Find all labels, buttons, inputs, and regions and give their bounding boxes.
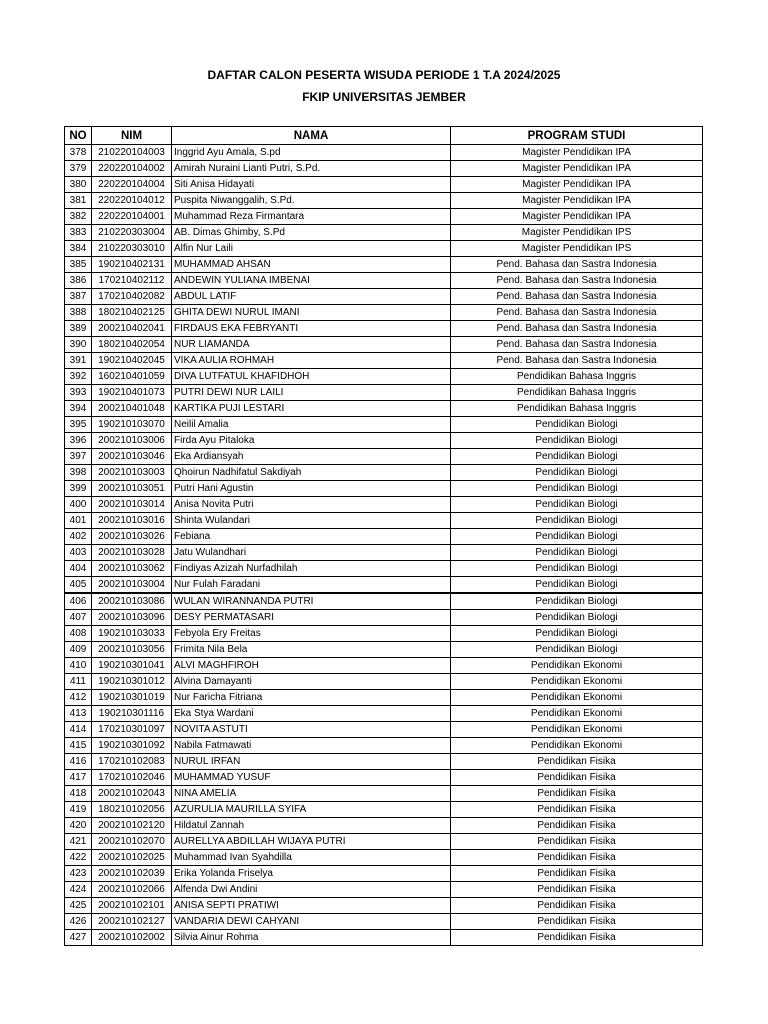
- table-row: [65, 882, 703, 898]
- cell-nim: 210220303004: [92, 225, 172, 241]
- cell-program-studi: Pendidikan Biologi: [451, 545, 703, 561]
- cell-program-studi: Pendidikan Biologi: [451, 577, 703, 594]
- cell-no: 395: [65, 417, 92, 433]
- cell-no: 392: [65, 369, 92, 385]
- cell-no: 422: [65, 850, 92, 866]
- table-row: [65, 577, 703, 594]
- cell-program-studi: Magister Pendidikan IPA: [451, 209, 703, 225]
- cell-nim: 220220104002: [92, 161, 172, 177]
- cell-no: 427: [65, 930, 92, 946]
- table-row: [65, 834, 703, 850]
- cell-no: 398: [65, 465, 92, 481]
- cell-nama: Siti Anisa Hidayati: [172, 177, 451, 193]
- cell-no: 397: [65, 449, 92, 465]
- cell-nim: 180210402125: [92, 305, 172, 321]
- cell-program-studi: Magister Pendidikan IPS: [451, 241, 703, 257]
- cell-nim: 200210103004: [92, 577, 172, 594]
- cell-no: 426: [65, 914, 92, 930]
- cell-nim: 200210103026: [92, 529, 172, 545]
- cell-no: 390: [65, 337, 92, 353]
- cell-nim: 190210301092: [92, 738, 172, 754]
- cell-nim: 170210301097: [92, 722, 172, 738]
- cell-nama: ANDEWIN YULIANA IMBENAI: [172, 273, 451, 289]
- table-row: [65, 465, 703, 481]
- cell-nama: PUTRI DEWI NUR LAILI: [172, 385, 451, 401]
- table-header-row: [65, 127, 703, 145]
- cell-nama: Amirah Nuraini Lianti Putri, S.Pd.: [172, 161, 451, 177]
- cell-nama: Anisa Novita Putri: [172, 497, 451, 513]
- table-row: [65, 786, 703, 802]
- cell-nim: 200210103096: [92, 610, 172, 626]
- cell-nim: 200210103062: [92, 561, 172, 577]
- table-row: [65, 674, 703, 690]
- cell-program-studi: Pend. Bahasa dan Sastra Indonesia: [451, 321, 703, 337]
- table-row: [65, 690, 703, 706]
- cell-no: 418: [65, 786, 92, 802]
- cell-nim: 190210301012: [92, 674, 172, 690]
- cell-nama: AB. Dimas Ghimby, S.Pd: [172, 225, 451, 241]
- cell-program-studi: Magister Pendidikan IPS: [451, 225, 703, 241]
- cell-no: 409: [65, 642, 92, 658]
- cell-no: 417: [65, 770, 92, 786]
- table-row: [65, 385, 703, 401]
- cell-no: 423: [65, 866, 92, 882]
- cell-program-studi: Pendidikan Bahasa Inggris: [451, 369, 703, 385]
- cell-no: 389: [65, 321, 92, 337]
- cell-nama: Jatu Wulandhari: [172, 545, 451, 561]
- cell-nama: MUHAMMAD AHSAN: [172, 257, 451, 273]
- cell-nim: 170210402082: [92, 289, 172, 305]
- cell-nama: Alfin Nur Laili: [172, 241, 451, 257]
- cell-program-studi: Pendidikan Fisika: [451, 770, 703, 786]
- cell-nama: Neilil Amalia: [172, 417, 451, 433]
- cell-program-studi: Pendidikan Ekonomi: [451, 738, 703, 754]
- table-row: [65, 209, 703, 225]
- cell-no: 396: [65, 433, 92, 449]
- table-row: [65, 401, 703, 417]
- cell-nim: 200210102127: [92, 914, 172, 930]
- cell-no: 393: [65, 385, 92, 401]
- cell-nama: VIKA AULIA ROHMAH: [172, 353, 451, 369]
- cell-nama: Silvia Ainur Rohma: [172, 930, 451, 946]
- cell-no: 383: [65, 225, 92, 241]
- cell-no: 382: [65, 209, 92, 225]
- cell-program-studi: Pendidikan Ekonomi: [451, 722, 703, 738]
- cell-nim: 200210103028: [92, 545, 172, 561]
- cell-program-studi: Pendidikan Biologi: [451, 561, 703, 577]
- table-row: [65, 770, 703, 786]
- cell-nim: 220220104004: [92, 177, 172, 193]
- cell-program-studi: Pendidikan Fisika: [451, 818, 703, 834]
- cell-nama: Muhammad Ivan Syahdilla: [172, 850, 451, 866]
- document-subtitle: FKIP UNIVERSITAS JEMBER: [302, 90, 466, 104]
- header-nim: NIM: [92, 127, 172, 145]
- cell-no: 424: [65, 882, 92, 898]
- cell-program-studi: Pend. Bahasa dan Sastra Indonesia: [451, 305, 703, 321]
- cell-program-studi: Magister Pendidikan IPA: [451, 177, 703, 193]
- cell-nama: Nur Faricha Fitriana: [172, 690, 451, 706]
- table-row: [65, 273, 703, 289]
- cell-program-studi: Pendidikan Fisika: [451, 754, 703, 770]
- table-row: [65, 706, 703, 722]
- table-row: [65, 545, 703, 561]
- table-row: [65, 738, 703, 754]
- table-row: [65, 866, 703, 882]
- cell-program-studi: Magister Pendidikan IPA: [451, 145, 703, 161]
- cell-program-studi: Pendidikan Biologi: [451, 626, 703, 642]
- table-row: [65, 225, 703, 241]
- cell-nama: NINA AMELIA: [172, 786, 451, 802]
- table-row: [65, 593, 703, 610]
- table-row: [65, 161, 703, 177]
- cell-nim: 160210401059: [92, 369, 172, 385]
- cell-no: 413: [65, 706, 92, 722]
- table-row: [65, 145, 703, 161]
- cell-nama: ABDUL LATIF: [172, 289, 451, 305]
- table-row: [65, 305, 703, 321]
- cell-nim: 200210102101: [92, 898, 172, 914]
- cell-nim: 190210402045: [92, 353, 172, 369]
- cell-no: 402: [65, 529, 92, 545]
- cell-nama: NURUL IRFAN: [172, 754, 451, 770]
- cell-nim: 200210102070: [92, 834, 172, 850]
- cell-nama: Erika Yolanda Friselya: [172, 866, 451, 882]
- table-row: [65, 914, 703, 930]
- cell-program-studi: Pendidikan Biologi: [451, 497, 703, 513]
- cell-nama: ANISA SEPTI PRATIWI: [172, 898, 451, 914]
- cell-nama: Qhoirun Nadhifatul Sakdiyah: [172, 465, 451, 481]
- table-row: [65, 193, 703, 209]
- table-row: [65, 449, 703, 465]
- cell-no: 385: [65, 257, 92, 273]
- cell-program-studi: Pendidikan Biologi: [451, 593, 703, 610]
- cell-program-studi: Pendidikan Biologi: [451, 433, 703, 449]
- cell-no: 425: [65, 898, 92, 914]
- cell-program-studi: Pendidikan Ekonomi: [451, 674, 703, 690]
- header-nama: NAMA: [172, 127, 451, 145]
- cell-nama: NOVITA ASTUTI: [172, 722, 451, 738]
- document-title: DAFTAR CALON PESERTA WISUDA PERIODE 1 T.A 2024/2025: [207, 68, 561, 82]
- cell-no: 421: [65, 834, 92, 850]
- table-row: [65, 930, 703, 946]
- table-row: [65, 642, 703, 658]
- cell-program-studi: Pendidikan Fisika: [451, 834, 703, 850]
- cell-program-studi: Pend. Bahasa dan Sastra Indonesia: [451, 353, 703, 369]
- cell-no: 412: [65, 690, 92, 706]
- table-row: [65, 818, 703, 834]
- cell-nama: KARTIKA PUJI LESTARI: [172, 401, 451, 417]
- cell-nim: 200210102066: [92, 882, 172, 898]
- cell-program-studi: Pendidikan Biologi: [451, 417, 703, 433]
- cell-nim: 180210402054: [92, 337, 172, 353]
- cell-nim: 180210102056: [92, 802, 172, 818]
- cell-nama: Alfenda Dwi Andini: [172, 882, 451, 898]
- cell-no: 400: [65, 497, 92, 513]
- cell-nim: 170210102083: [92, 754, 172, 770]
- cell-program-studi: Pendidikan Fisika: [451, 866, 703, 882]
- cell-nim: 210220104003: [92, 145, 172, 161]
- cell-nama: AZURULIA MAURILLA SYIFA: [172, 802, 451, 818]
- table-row: [65, 369, 703, 385]
- cell-nama: Febyola Ery Freitas: [172, 626, 451, 642]
- cell-no: 399: [65, 481, 92, 497]
- cell-nama: Frimita Nila Bela: [172, 642, 451, 658]
- cell-nama: DIVA LUTFATUL KHAFIDHOH: [172, 369, 451, 385]
- cell-nim: 190210301019: [92, 690, 172, 706]
- cell-nama: Shinta Wulandari: [172, 513, 451, 529]
- cell-nim: 170210402112: [92, 273, 172, 289]
- cell-program-studi: Pendidikan Ekonomi: [451, 658, 703, 674]
- table-row: [65, 177, 703, 193]
- cell-nama: Alvina Damayanti: [172, 674, 451, 690]
- cell-nama: Febiana: [172, 529, 451, 545]
- cell-nama: Nabila Fatmawati: [172, 738, 451, 754]
- cell-program-studi: Magister Pendidikan IPA: [451, 193, 703, 209]
- cell-program-studi: Pendidikan Fisika: [451, 930, 703, 946]
- table-row: [65, 802, 703, 818]
- cell-nim: 190210301041: [92, 658, 172, 674]
- cell-program-studi: Pend. Bahasa dan Sastra Indonesia: [451, 257, 703, 273]
- cell-nim: 200210102043: [92, 786, 172, 802]
- cell-no: 378: [65, 145, 92, 161]
- cell-nama: VANDARIA DEWI CAHYANI: [172, 914, 451, 930]
- cell-program-studi: Pendidikan Biologi: [451, 481, 703, 497]
- cell-program-studi: Pendidikan Ekonomi: [451, 706, 703, 722]
- cell-no: 403: [65, 545, 92, 561]
- cell-no: 419: [65, 802, 92, 818]
- cell-nim: 200210103086: [92, 593, 172, 610]
- cell-nama: GHITA DEWI NURUL IMANI: [172, 305, 451, 321]
- cell-no: 387: [65, 289, 92, 305]
- cell-no: 381: [65, 193, 92, 209]
- cell-no: 394: [65, 401, 92, 417]
- cell-no: 420: [65, 818, 92, 834]
- cell-nama: Muhammad Reza Firmantara: [172, 209, 451, 225]
- cell-nama: NUR LIAMANDA: [172, 337, 451, 353]
- cell-nim: 200210102039: [92, 866, 172, 882]
- cell-nim: 190210103070: [92, 417, 172, 433]
- table-row: [65, 497, 703, 513]
- cell-nama: ALVI MAGHFIROH: [172, 658, 451, 674]
- cell-nama: Eka Stya Wardani: [172, 706, 451, 722]
- cell-program-studi: Pendidikan Biologi: [451, 465, 703, 481]
- graduation-candidate-table: [64, 126, 703, 946]
- cell-nama: Inggrid Ayu Amala, S.pd: [172, 145, 451, 161]
- cell-nim: 200210401048: [92, 401, 172, 417]
- cell-program-studi: Pendidikan Fisika: [451, 882, 703, 898]
- cell-nama: Nur Fulah Faradani: [172, 577, 451, 594]
- table-row: [65, 754, 703, 770]
- cell-nama: Puspita Niwanggalih, S.Pd.: [172, 193, 451, 209]
- cell-nim: 220220104001: [92, 209, 172, 225]
- table-row: [65, 241, 703, 257]
- cell-no: 407: [65, 610, 92, 626]
- cell-nim: 200210103056: [92, 642, 172, 658]
- cell-no: 388: [65, 305, 92, 321]
- cell-program-studi: Pendidikan Fisika: [451, 898, 703, 914]
- cell-program-studi: Pend. Bahasa dan Sastra Indonesia: [451, 337, 703, 353]
- table-row: [65, 289, 703, 305]
- cell-nim: 200210103003: [92, 465, 172, 481]
- cell-no: 410: [65, 658, 92, 674]
- table-row: [65, 626, 703, 642]
- cell-no: 414: [65, 722, 92, 738]
- table-row: [65, 529, 703, 545]
- cell-nama: DESY PERMATASARI: [172, 610, 451, 626]
- cell-program-studi: Pendidikan Fisika: [451, 914, 703, 930]
- table-row: [65, 353, 703, 369]
- cell-nim: 210220303010: [92, 241, 172, 257]
- cell-nama: WULAN WIRANNANDA PUTRI: [172, 593, 451, 610]
- header-no: NO: [65, 127, 92, 145]
- cell-program-studi: Pendidikan Biologi: [451, 642, 703, 658]
- cell-nama: MUHAMMAD YUSUF: [172, 770, 451, 786]
- cell-no: 405: [65, 577, 92, 594]
- cell-nim: 200210103014: [92, 497, 172, 513]
- cell-no: 416: [65, 754, 92, 770]
- cell-nama: AURELLYA ABDILLAH WIJAYA PUTRI: [172, 834, 451, 850]
- cell-program-studi: Pendidikan Ekonomi: [451, 690, 703, 706]
- cell-no: 380: [65, 177, 92, 193]
- cell-no: 406: [65, 593, 92, 610]
- cell-nim: 200210103006: [92, 433, 172, 449]
- table-row: [65, 722, 703, 738]
- cell-nim: 190210401073: [92, 385, 172, 401]
- cell-nim: 170210102046: [92, 770, 172, 786]
- cell-nim: 200210103046: [92, 449, 172, 465]
- cell-no: 404: [65, 561, 92, 577]
- cell-nim: 200210103051: [92, 481, 172, 497]
- cell-program-studi: Magister Pendidikan IPA: [451, 161, 703, 177]
- cell-program-studi: Pendidikan Biologi: [451, 449, 703, 465]
- table-row: [65, 433, 703, 449]
- table-row: [65, 898, 703, 914]
- cell-nama: Findiyas Azizah Nurfadhilah: [172, 561, 451, 577]
- cell-no: 415: [65, 738, 92, 754]
- cell-program-studi: Pendidikan Biologi: [451, 610, 703, 626]
- cell-program-studi: Pend. Bahasa dan Sastra Indonesia: [451, 289, 703, 305]
- cell-nama: Eka Ardiansyah: [172, 449, 451, 465]
- table-row: [65, 321, 703, 337]
- cell-nama: Firda Ayu Pitaloka: [172, 433, 451, 449]
- cell-nim: 190210103033: [92, 626, 172, 642]
- cell-program-studi: Pendidikan Biologi: [451, 529, 703, 545]
- cell-nim: 200210402041: [92, 321, 172, 337]
- table-body: [65, 145, 703, 946]
- table-row: [65, 513, 703, 529]
- cell-nama: FIRDAUS EKA FEBRYANTI: [172, 321, 451, 337]
- cell-nim: 200210103016: [92, 513, 172, 529]
- cell-no: 408: [65, 626, 92, 642]
- table-row: [65, 850, 703, 866]
- cell-no: 391: [65, 353, 92, 369]
- cell-program-studi: Pendidikan Biologi: [451, 513, 703, 529]
- cell-no: 411: [65, 674, 92, 690]
- cell-program-studi: Pendidikan Bahasa Inggris: [451, 401, 703, 417]
- cell-nim: 190210402131: [92, 257, 172, 273]
- cell-program-studi: Pendidikan Fisika: [451, 786, 703, 802]
- cell-no: 386: [65, 273, 92, 289]
- cell-nim: 190210301116: [92, 706, 172, 722]
- cell-nama: Hildatul Zannah: [172, 818, 451, 834]
- table-row: [65, 417, 703, 433]
- cell-no: 401: [65, 513, 92, 529]
- cell-program-studi: Pend. Bahasa dan Sastra Indonesia: [451, 273, 703, 289]
- cell-no: 384: [65, 241, 92, 257]
- table-row: [65, 658, 703, 674]
- cell-no: 379: [65, 161, 92, 177]
- table-row: [65, 257, 703, 273]
- table-row: [65, 481, 703, 497]
- header-program-studi: PROGRAM STUDI: [451, 127, 703, 145]
- table-row: [65, 610, 703, 626]
- table-row: [65, 337, 703, 353]
- cell-program-studi: Pendidikan Fisika: [451, 850, 703, 866]
- table-row: [65, 561, 703, 577]
- cell-nim: 200210102025: [92, 850, 172, 866]
- cell-program-studi: Pendidikan Fisika: [451, 802, 703, 818]
- cell-nim: 200210102120: [92, 818, 172, 834]
- cell-nim: 220220104012: [92, 193, 172, 209]
- cell-nim: 200210102002: [92, 930, 172, 946]
- cell-program-studi: Pendidikan Bahasa Inggris: [451, 385, 703, 401]
- cell-nama: Putri Hani Agustin: [172, 481, 451, 497]
